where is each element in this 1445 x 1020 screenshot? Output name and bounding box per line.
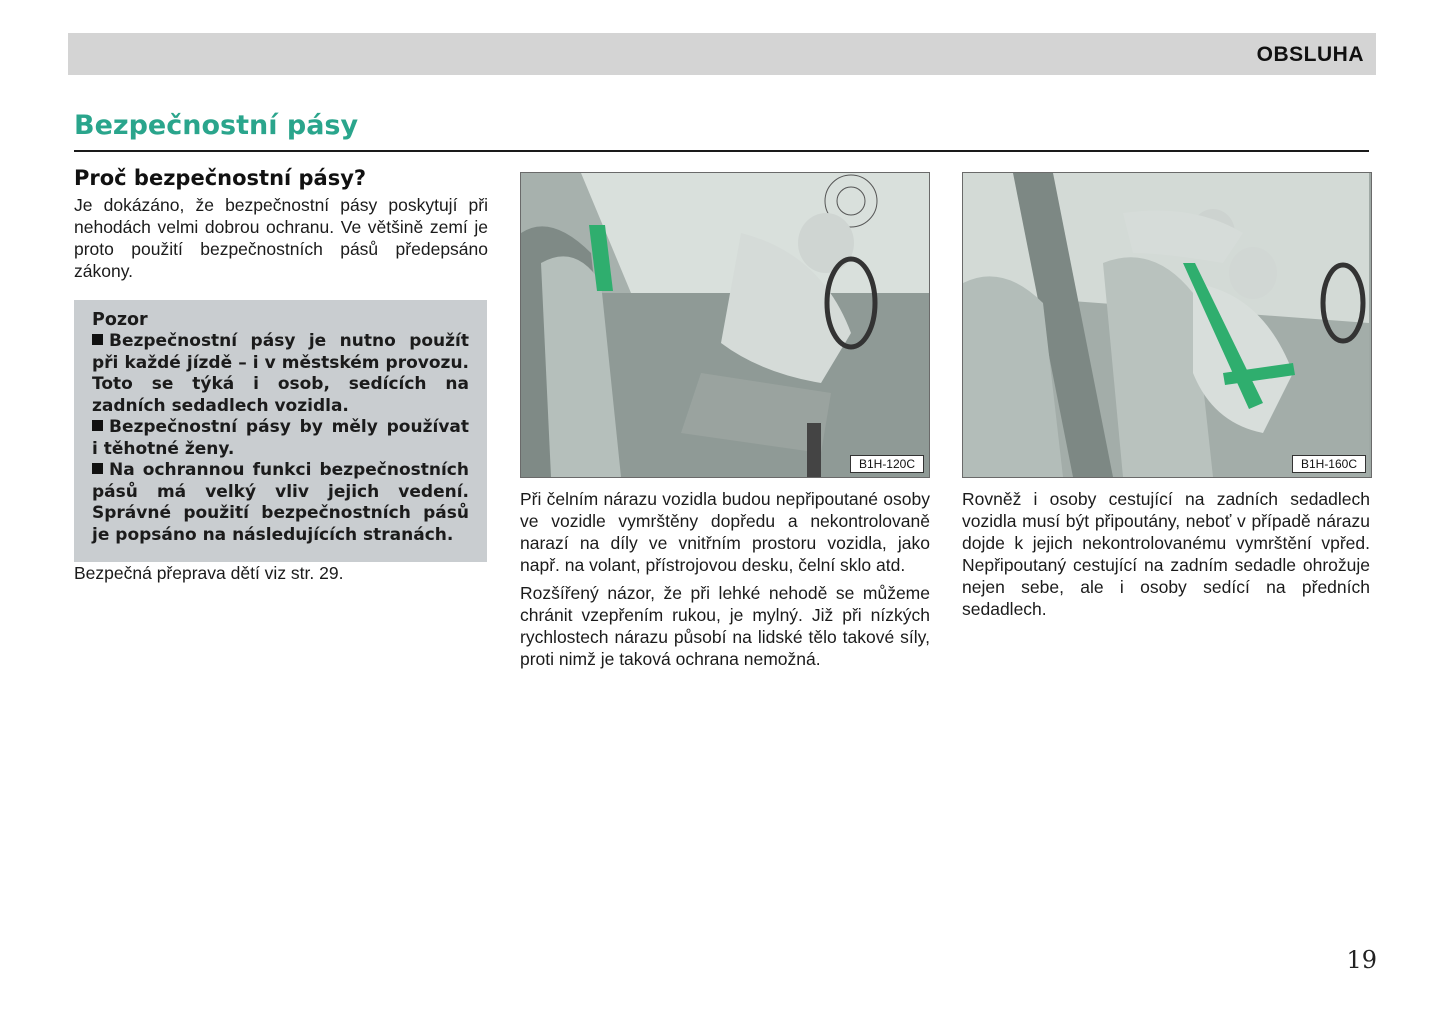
left-column <box>74 166 488 584</box>
page-number: 19 <box>1346 946 1377 974</box>
warning-box <box>74 300 487 562</box>
bullet-icon <box>92 334 103 345</box>
subheading: Proč bezpečnostní pásy? <box>74 166 367 190</box>
title-divider <box>74 150 1369 152</box>
paragraph: Při čelním nárazu vozidla budou nepřipoutané osoby ve vozidle vymrštěny dopředu a nekontrolovaně narazí na díly ve vnitřním prostoru vozidla, jako např. na volant, přístrojovou desku, čelní sklo atd. <box>520 489 930 575</box>
paragraph: Rozšířený názor, že při lehké nehodě se můžeme chránit vzepřením rukou, je mylný. Již při nízkých rychlostech nárazu působí na lidské tělo takové síly, proti nimž je taková ochrana nemožná. <box>520 583 930 669</box>
section-label: OBSLUHA <box>1256 43 1364 66</box>
rear-passenger-illustration <box>962 172 1372 478</box>
page-title: Bezpečnostní pásy <box>74 110 359 141</box>
paragraph: Rovněž i osoby cestující na zadních sedadlech vozidla musí být připoutány, neboť v případě nárazu dojde k jejich nekontrolovanému vymrštění vpřed. Nepřipoutaný cestující na zadním sedadle ohrožuje nejen sebe, ale i osoby sedící na předních sedadlech. <box>962 489 1370 619</box>
front-crash-illustration <box>520 172 930 478</box>
right-column <box>962 172 1370 620</box>
figure-code: B1H-160C <box>1292 455 1366 473</box>
rear-passenger-drawing <box>963 173 1369 477</box>
child-transport-reference: Bezpečná přeprava dětí viz str. 29. <box>74 563 344 583</box>
bullet-icon <box>92 420 103 431</box>
front-crash-drawing <box>521 173 929 477</box>
intro-paragraph: Je dokázáno, že bezpečnostní pásy poskytují při nehodách velmi dobrou ochranu. Ve většině zemí je proto použití bezpečnostních pásů předepsáno zákony. <box>74 195 488 281</box>
header-bar <box>68 33 1376 75</box>
bullet-icon <box>92 463 103 474</box>
warning-item: Bezpečnostní pásy je nutno použít při každé jízdě – i v městském provozu. Toto se týká i osob, sedících na zadních sedadlech vozidla. <box>92 331 469 416</box>
warning-title: Pozor <box>92 310 148 330</box>
warning-item: Na ochrannou funkci bezpečnostních pásů má velký vliv jejich vedení. Správné použití bezpečnostních pásů je popsáno na následujících stranách. <box>92 460 469 545</box>
middle-column <box>520 172 930 670</box>
right-caption <box>962 488 1370 620</box>
warning-item: Bezpečnostní pásy by měly používat i těhotné ženy. <box>92 417 469 459</box>
middle-caption <box>520 488 930 670</box>
figure-code: B1H-120C <box>850 455 924 473</box>
